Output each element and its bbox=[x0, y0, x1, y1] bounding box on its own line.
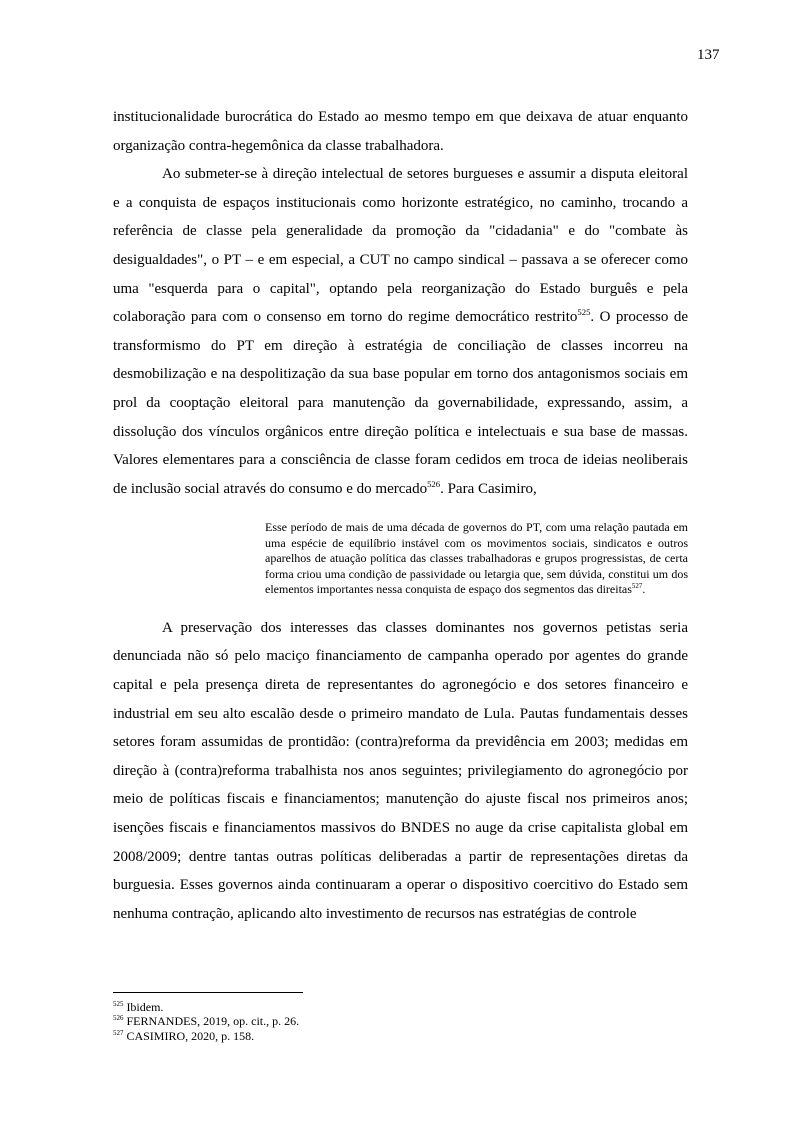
footnote-number: 526 bbox=[113, 1014, 124, 1023]
page-body-text bbox=[113, 103, 688, 928]
paragraph: institucionalidade burocrática do Estado ao mesmo tempo em que deixava de atuar enquanto organização contra-hegemônica da classe trabalhadora. bbox=[113, 109, 688, 154]
footnote: $^{525}$ Ibidem. bbox=[113, 1000, 164, 1014]
paragraph: A preservação dos interesses das classes dominantes nos governos petistas seria denunciada não só pelo maciço financiamento de campanha operado por agentes do grande capital e pela presença direta de representantes do agronegócio e dos setores financeiro e industrial em seu alto escalão desde o primeiro mandato de Lula. Pautas fundamentais desses setores foram assumidas de prontidão: (contra)reforma da previdência em 2003; medidas em direção à (contra)reforma trabalhista nos anos seguintes; privilegiamento do agronegócio por meio de políticas fiscais e financiamentos; manutenção do ajuste fiscal nos primeiros anos; isenções fiscais e financiamentos massivos do BNDES no auge da crise capitalista global em 2008/2009; dentre tantas outras políticas deliberadas a partir de representações diretas da burguesia. Esses governos ainda continuaram a operar o dispositivo coercitivo do Estado sem nenhuma contração, aplicando alto investimento de recursos nas estratégias de controle bbox=[113, 619, 688, 922]
footnote: $^{527}$ CASIMIRO, 2020, p. 158. bbox=[113, 1028, 255, 1043]
footnote-separator-rule bbox=[113, 992, 303, 993]
footnote-ref: 526 bbox=[427, 478, 441, 489]
footnote-ref: 527 bbox=[631, 582, 643, 591]
paragraph: Ao submeter-se à direção intelectual de setores burgueses e assumir a disputa eleitoral e a conquista de espaços institucionais como horizonte estratégico, no caminho, trocando a referência de classe pela generalidade da promoção da "cidadania" e do "combate às desigualdades", o PT – e em especial, a CUT no campo sindical – passava a se oferecer como uma "esquerda para o capital", optando pela reorganização do Estado burguês e pela colaboração para com o consenso em torno do regime democrático restrito$^{525}$. O processo de transformismo do PT em direção à estratégia de conciliação de classes incorreu na desmobilização e na despolitização da sua base popular em torno dos antagonismos sociais em prol da cooptação eleitoral para manutenção da governabilidade, expressando, assim, a dissolução dos vínculos orgânicos entre direção política e intelectuais e sua base de massas. Valores elementares para a consciência de classe foram cedidos em troca de ideias neoliberais de inclusão social através do consumo e do mercado$^{526}$. Para Casimiro, bbox=[113, 166, 688, 497]
footnotes-section bbox=[113, 992, 688, 1043]
footnote-ref: 525 bbox=[577, 307, 591, 318]
footnote-number: 527 bbox=[113, 1028, 124, 1037]
page-number: 137 bbox=[697, 47, 720, 63]
footnote: $^{526}$ FERNANDES, 2019, op. cit., p. 26. bbox=[113, 1014, 300, 1029]
block-quote: Esse período de mais de uma década de governos do PT, com uma relação pautada em uma espécie de equilíbrio instável com os movimentos sociais, sindicatos e outros aparelhos de atuação política das classes trabalhadoras e grupos progressistas, de certa forma criou uma condição de passividade ou letargia que, sem dúvida, constitui um dos elementos importantes nessa conquista de espaço dos segmentos das direitas$^{527}$. bbox=[265, 520, 688, 597]
footnote-list bbox=[113, 1000, 688, 1043]
footnote-number: 525 bbox=[113, 1000, 124, 1008]
